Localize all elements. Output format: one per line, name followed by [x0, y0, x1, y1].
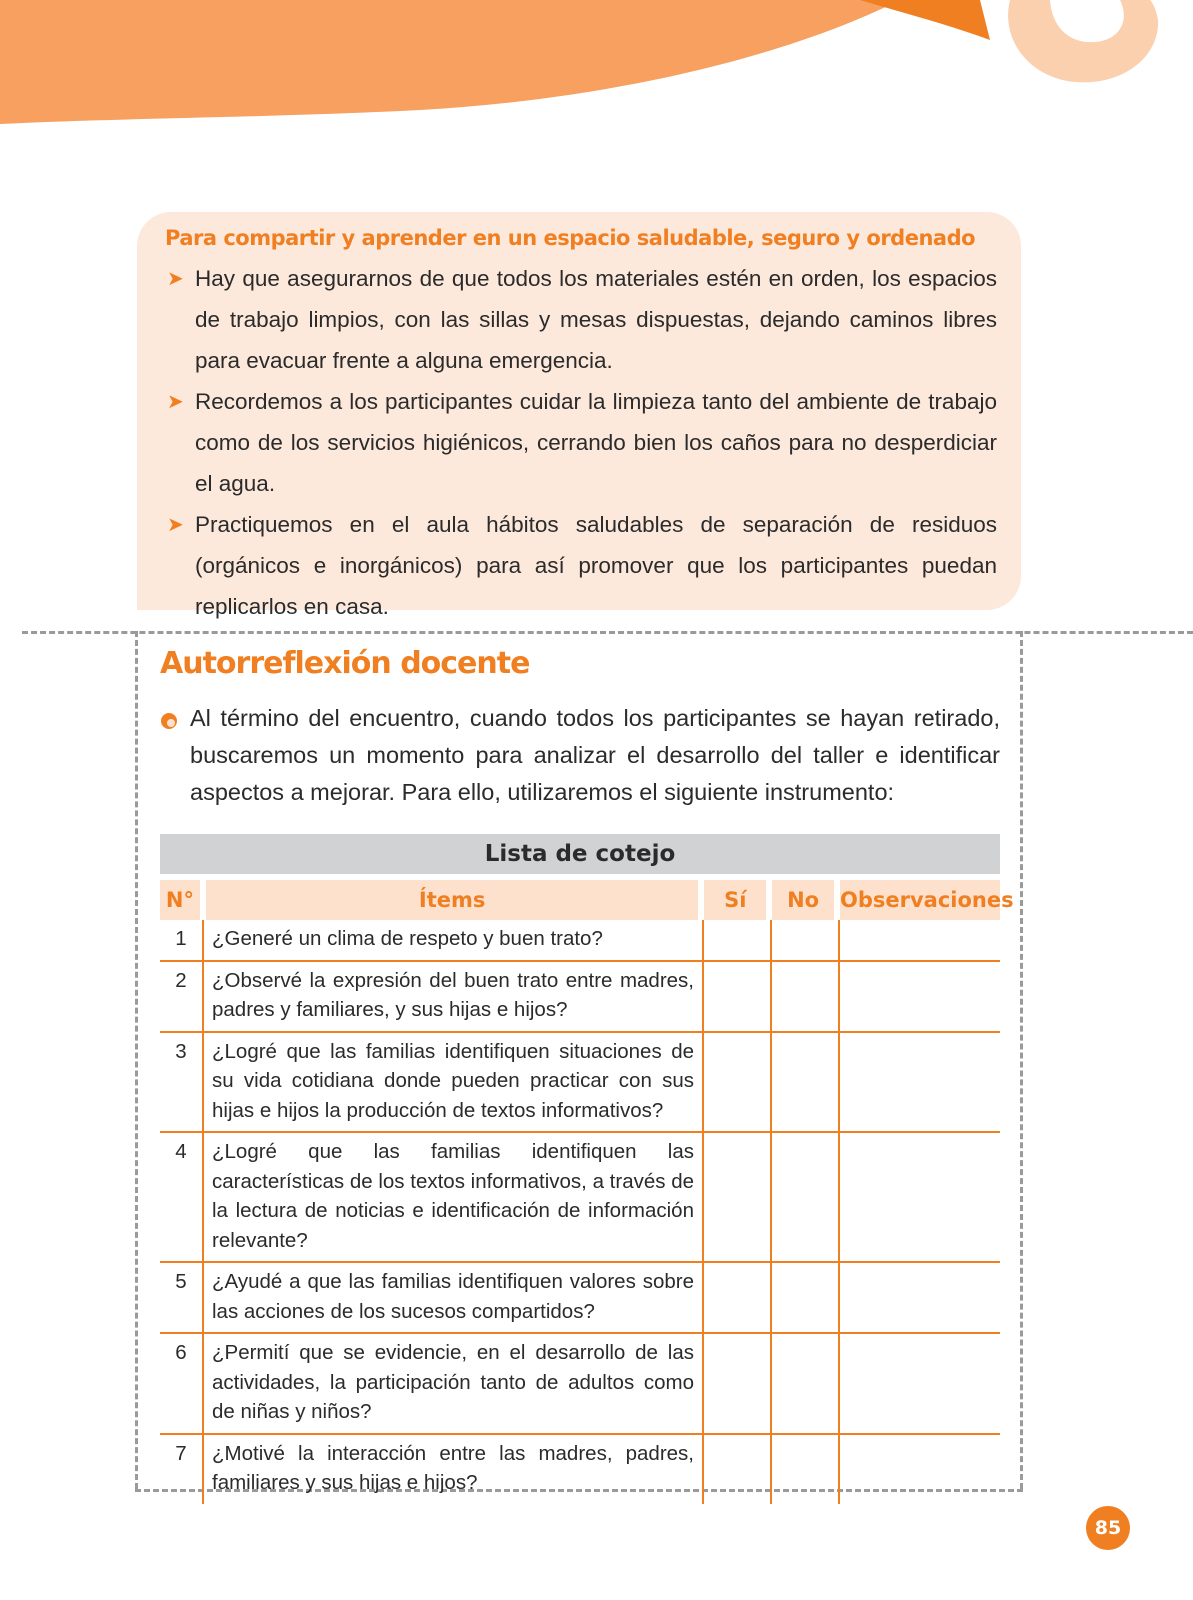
observation-field[interactable]: [840, 1133, 1000, 1261]
row-number: 1: [160, 920, 204, 960]
checkbox-si[interactable]: [704, 1033, 772, 1132]
row-item-text: ¿Ayudé a que las familias identifiquen valores sobre las acciones de los sucesos compartidos?: [204, 1263, 704, 1332]
tips-box: [137, 212, 1021, 619]
tip-text: Recordemos a los participantes cuidar la limpieza tanto del ambiente de trabajo como de los servicios higiénicos, cerrando bien los caños para no desperdiciar el agua.: [195, 389, 997, 496]
arrow-bullet-icon: ➤: [167, 266, 184, 290]
table-row: [160, 1435, 1000, 1504]
row-number: 4: [160, 1133, 204, 1261]
checkbox-si[interactable]: [704, 962, 772, 1031]
tip-item: [165, 504, 997, 627]
checkbox-no[interactable]: [772, 1263, 840, 1332]
dashed-frame-left: [135, 631, 138, 1489]
top-wave-decoration: [0, 0, 1193, 140]
tip-text: Hay que asegurarnos de que todos los materiales estén en orden, los espacios de trabajo limpios, con las sillas y mesas dispuestas, dejando caminos libres para evacuar frente a alguna emergencia.: [195, 266, 997, 373]
checklist-rows: [160, 920, 1000, 1504]
observation-field[interactable]: [840, 920, 1000, 960]
table-row: [160, 1133, 1000, 1263]
row-item-text: ¿Logré que las familias identifiquen situaciones de su vida cotidiana donde pueden practicar con sus hijas e hijos la producción de textos informativos?: [204, 1033, 704, 1132]
checkbox-no[interactable]: [772, 962, 840, 1031]
observation-field[interactable]: [840, 1334, 1000, 1433]
table-row: [160, 1263, 1000, 1334]
column-header-number: N°: [160, 880, 200, 920]
column-header-items: Ítems: [206, 880, 699, 920]
page-number-badge: 85: [1086, 1506, 1130, 1550]
checklist-title: Lista de cotejo: [160, 834, 1000, 874]
column-headers: [160, 880, 1014, 920]
column-header-observaciones: Observaciones: [840, 880, 1000, 920]
section-title: Autorreflexión docente: [160, 646, 530, 681]
intro-text: Al término del encuentro, cuando todos los participantes se hayan retirado, buscaremos un momento para analizar el desarrollo del taller e identificar aspectos a mejorar. Para ello, utilizaremos el siguiente instrumento:: [190, 705, 1000, 805]
checkbox-no[interactable]: [772, 1033, 840, 1132]
row-item-text: ¿Observé la expresión del buen trato entre madres, padres y familiares, y sus hijas e hijos?: [204, 962, 704, 1031]
arrow-bullet-icon: ➤: [167, 389, 184, 413]
arrow-bullet-icon: ➤: [167, 512, 184, 536]
tip-item: [165, 381, 997, 504]
row-item-text: ¿Permití que se evidencie, en el desarrollo de las actividades, la participación tanto de adultos como de niñas y niños?: [204, 1334, 704, 1433]
checkbox-si[interactable]: [704, 1263, 772, 1332]
tips-title: Para compartir y aprender en un espacio saludable, seguro y ordenado: [165, 226, 976, 250]
row-number: 2: [160, 962, 204, 1031]
tips-list: [165, 258, 997, 627]
column-header-no: No: [772, 880, 834, 920]
observation-field[interactable]: [840, 962, 1000, 1031]
table-row: [160, 962, 1000, 1033]
table-row: [160, 920, 1000, 962]
checkbox-no[interactable]: [772, 920, 840, 960]
tip-item: [165, 258, 997, 381]
checkbox-si[interactable]: [704, 1334, 772, 1433]
table-row: [160, 1334, 1000, 1435]
checkbox-si[interactable]: [704, 1133, 772, 1261]
observation-field[interactable]: [840, 1033, 1000, 1132]
column-header-si: Sí: [704, 880, 766, 920]
row-number: 6: [160, 1334, 204, 1433]
row-number: 5: [160, 1263, 204, 1332]
checklist-table: [160, 834, 1014, 1504]
tip-text: Practiquemos en el aula hábitos saludables de separación de residuos (orgánicos e inorgánicos) para así promover que los participantes puedan replicarlos en casa.: [195, 512, 997, 619]
row-item-text: ¿Generé un clima de respeto y buen trato?: [204, 920, 704, 960]
circle-bullet-icon: [160, 712, 178, 730]
checkbox-si[interactable]: [704, 920, 772, 960]
row-number: 7: [160, 1435, 204, 1504]
row-number: 3: [160, 1033, 204, 1132]
observation-field[interactable]: [840, 1435, 1000, 1504]
checkbox-no[interactable]: [772, 1133, 840, 1261]
checkbox-no[interactable]: [772, 1334, 840, 1433]
checkbox-no[interactable]: [772, 1435, 840, 1504]
intro-paragraph: [160, 700, 1000, 811]
observation-field[interactable]: [840, 1263, 1000, 1332]
table-row: [160, 1033, 1000, 1134]
dashed-divider: [22, 631, 1193, 634]
dashed-frame-right: [1020, 631, 1023, 1489]
row-item-text: ¿Logré que las familias identifiquen las características de los textos informativos, a través de la lectura de noticias e identificación de información relevante?: [204, 1133, 704, 1261]
row-item-text: ¿Motivé la interacción entre las madres, padres, familiares y sus hijas e hijos?: [204, 1435, 704, 1504]
checkbox-si[interactable]: [704, 1435, 772, 1504]
